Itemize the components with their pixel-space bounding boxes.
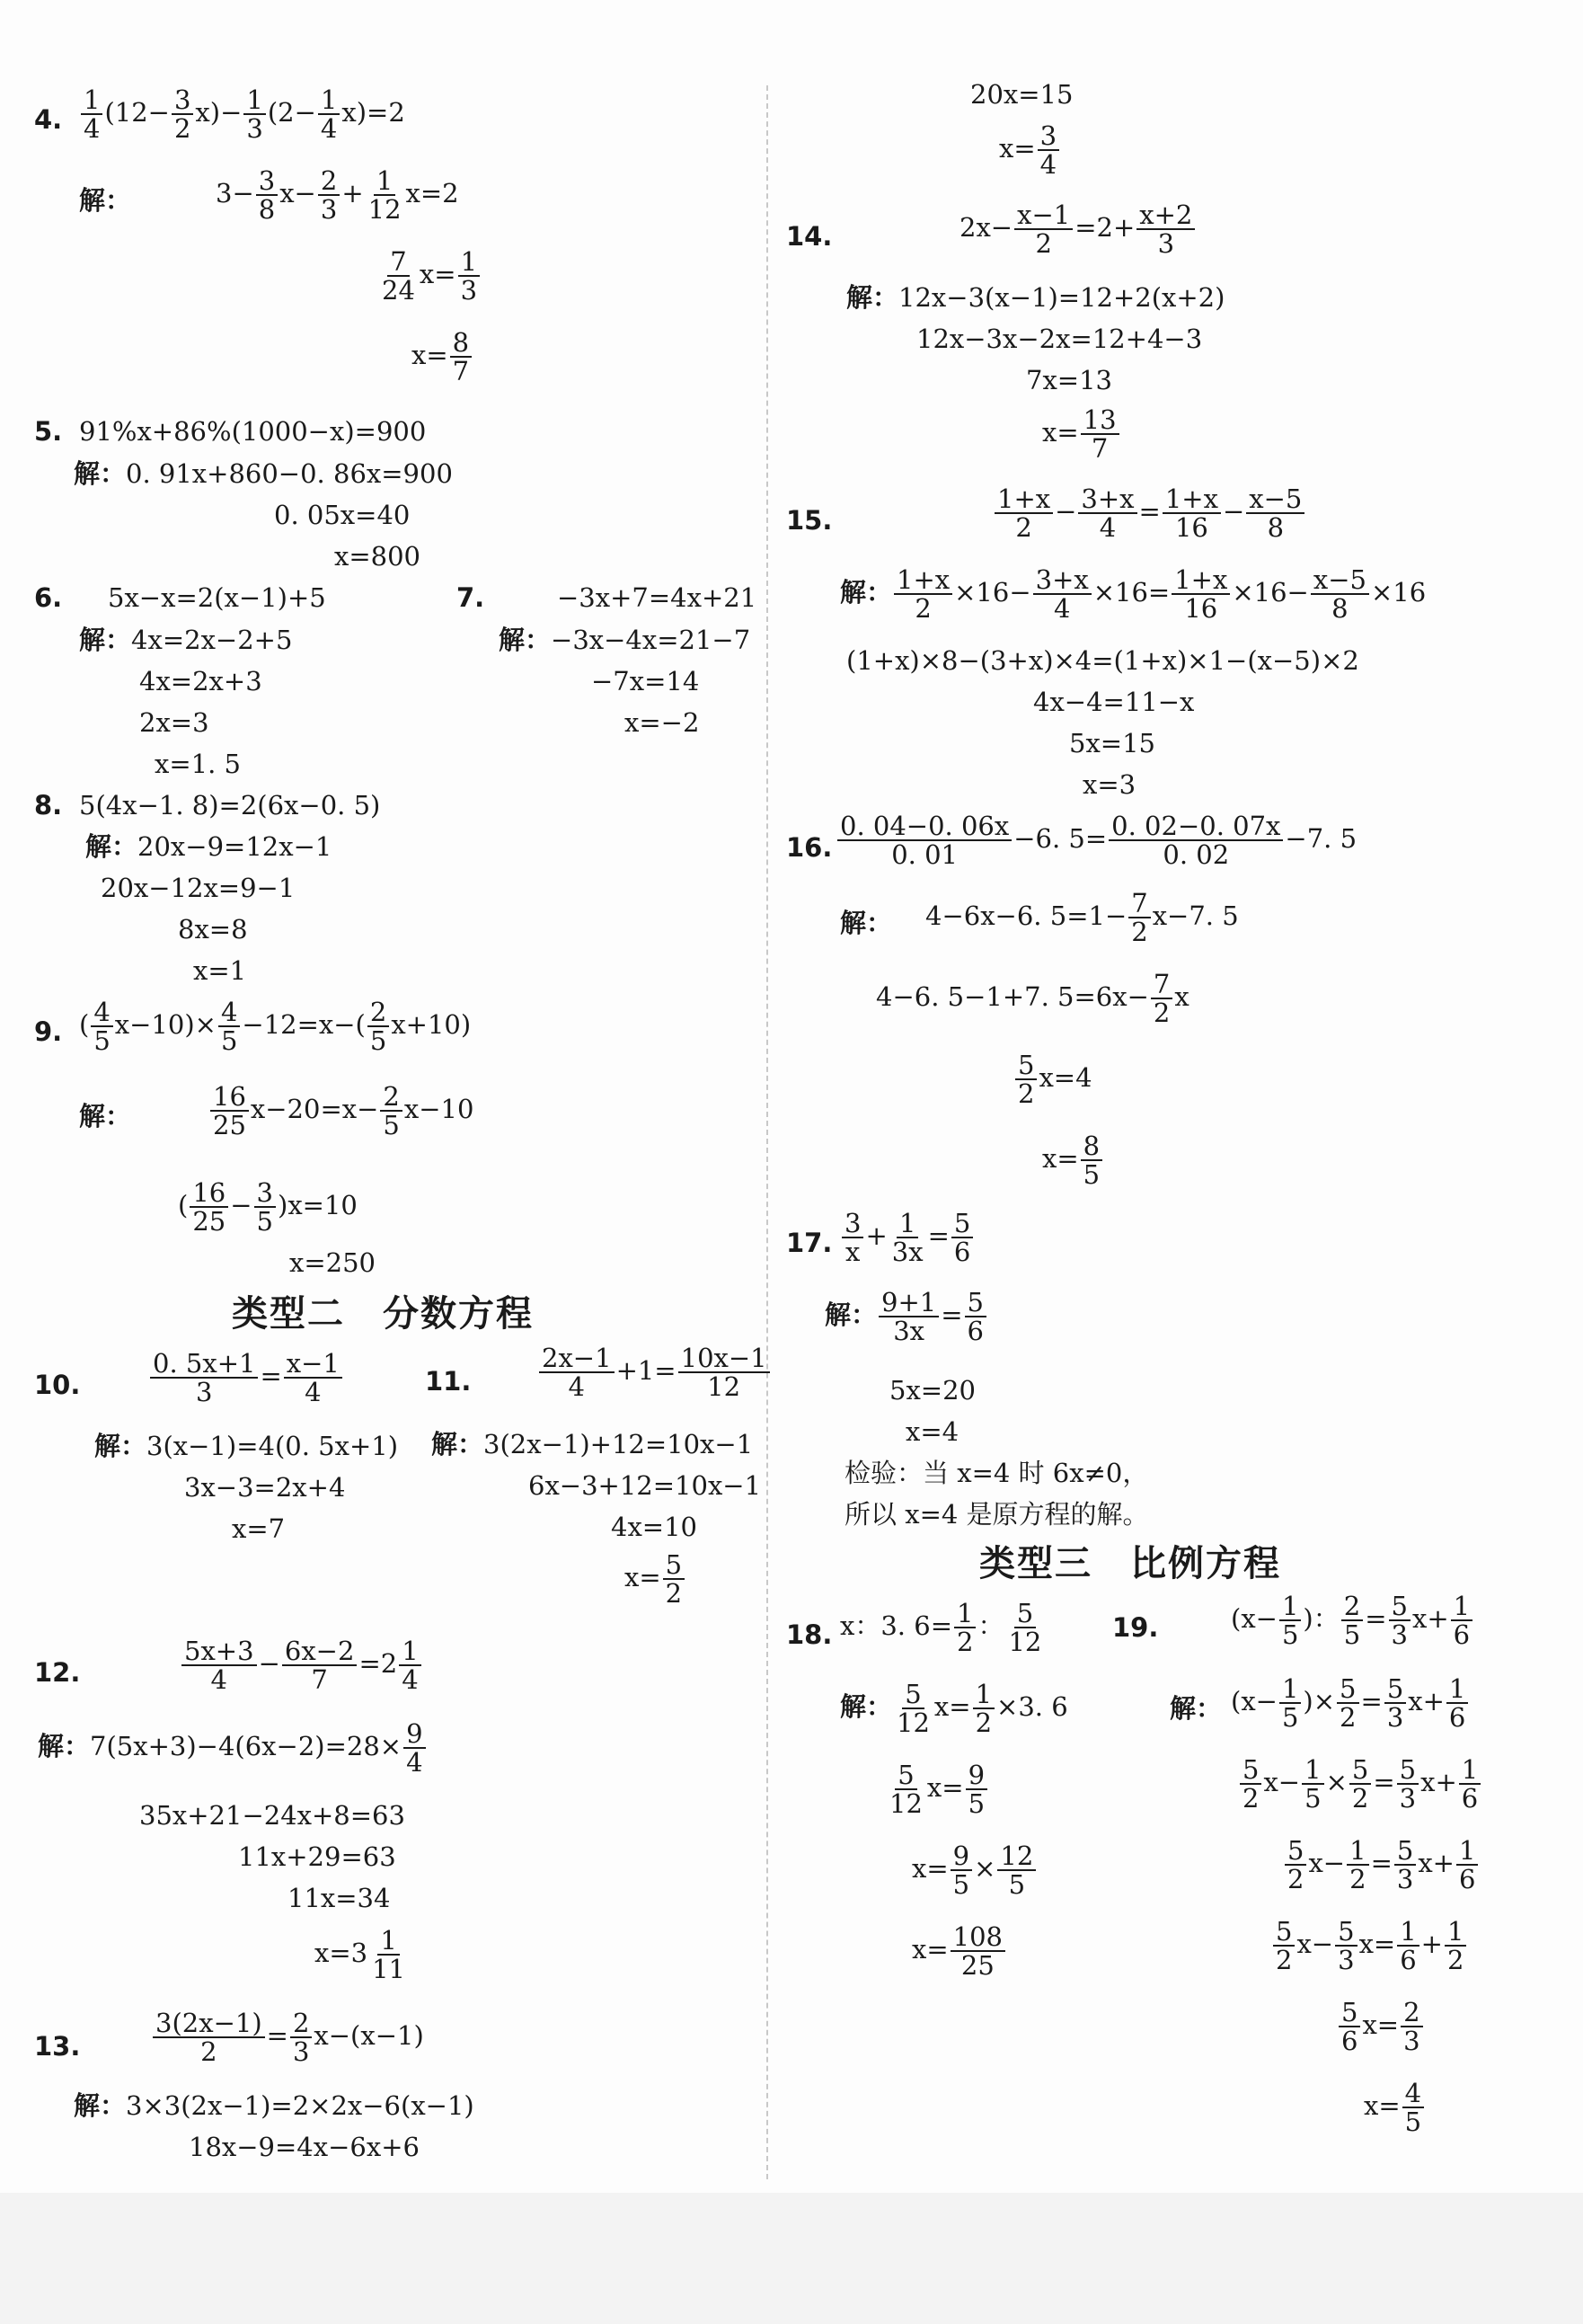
page-bottom-band [0, 2193, 1583, 2324]
problem-7-number: 7. [456, 582, 485, 613]
problem-15-equation: $\frac{1+x}{2}$ − $\frac{3+x}{4}$ = $\frac{1+x}{16}$ − $\frac{x-5}{8}$ [993, 485, 1306, 541]
problem-8-number: 8. [34, 790, 63, 820]
problem-10-equation: $\frac{0. 5x+1}{3}$ = $\frac{x-1}{4}$ [148, 1350, 344, 1406]
problem-14-step-1: 解：12x−3(x−1)=12+2(x+2) [846, 282, 1225, 313]
problem-6-step-3: 2x=3 [139, 707, 209, 738]
problem-9-answer: x=250 [289, 1247, 376, 1278]
problem-5-step-1: 解：0. 91x+860−0. 86x=900 [74, 458, 453, 489]
problem-10-step-2: 3x−3=2x+4 [184, 1472, 346, 1503]
problem-5-equation: 91%x+86%(1000−x)=900 [79, 416, 427, 447]
problem-15-step-1: 解： $\frac{1+x}{2}$ ×16− $\frac{3+x}{4}$ ×16= $\frac{1+x}{16}$ ×16− $\frac{x-5}{8}$ ×16 [840, 564, 1427, 624]
problem-19-equation: (x− $\frac{1}{5}$ )： $\frac{2}{5}$ = $\frac{5}{3}$ x+ $\frac{1}{6}$ [1231, 1592, 1474, 1648]
problem-4-number: 4. [34, 104, 63, 135]
problem-8-step-1: 解：20x−9=12x−1 [85, 831, 332, 862]
problem-16-step-1: 4−6x−6. 5=1− $\frac{7}{2}$ x−7. 5 [925, 888, 1239, 947]
problem-8-answer: x=1 [193, 955, 247, 986]
problem-4-answer: x= $\frac{8}{7}$ [411, 329, 473, 385]
problem-16-step-2: 4−6. 5−1+7. 5=6x− $\frac{7}{2}$ x [876, 969, 1189, 1028]
problem-7-answer: x=−2 [624, 707, 700, 738]
problem-13-answer: x= $\frac{3}{4}$ [999, 122, 1061, 178]
problem-8-step-3: 8x=8 [178, 914, 248, 945]
problem-18-answer: x= $\frac{108}{25}$ [912, 1923, 1007, 1979]
problem-13-step-1: 解：3×3(2x−1)=2×2x−6(x−1) [74, 2090, 474, 2121]
problem-17-equation: $\frac{3}{x}$ + $\frac{1}{3x}$ = $\frac{5}{6}$ [840, 1210, 975, 1265]
problem-7-step-2: −7x=14 [591, 666, 700, 696]
problem-16-solution-label: 解： [840, 908, 893, 938]
problem-17-answer: x=4 [906, 1416, 960, 1447]
problem-9-solution-label: 解： [79, 1101, 132, 1131]
problem-9-step-2: ( $\frac{16}{25}$ − $\frac{3}{5}$ )x=10 [178, 1177, 358, 1237]
problem-14-equation: 2x− $\frac{x-1}{2}$ =2+ $\frac{x+2}{3}$ [960, 201, 1197, 257]
section-3-heading: 类型三 比例方程 [979, 1543, 1281, 1584]
section-2-heading: 类型二 分数方程 [232, 1293, 534, 1335]
problem-10-step-1: 解：3(x−1)=4(0. 5x+1) [94, 1431, 399, 1461]
problem-10-answer: x=7 [232, 1513, 286, 1544]
problem-9-step-1: $\frac{16}{25}$ x−20=x− $\frac{2}{5}$ x−10 [208, 1083, 473, 1139]
problem-16-answer: x= $\frac{8}{5}$ [1042, 1132, 1104, 1188]
problem-6-number: 6. [34, 582, 63, 613]
problem-5-answer: x=800 [334, 541, 421, 572]
problem-11-equation: $\frac{2x-1}{4}$ +1= $\frac{10x-1}{12}$ [537, 1344, 772, 1400]
problem-14-step-3: 7x=13 [1026, 365, 1113, 395]
problem-17-check-1: 检验：当 x=4 时 6x≠0， [845, 1458, 1149, 1488]
problem-12-step-1: 解：7(5x+3)−4(6x−2)=28× $\frac{9}{4}$ [38, 1720, 428, 1776]
problem-16-equation: $\frac{0. 04-0. 06x}{0. 01}$ −6. 5= $\frac{0. 02-0. 07x}{0. 02}$ −7. 5 [836, 812, 1357, 868]
problem-11-answer: x= $\frac{5}{2}$ [624, 1551, 686, 1607]
problem-7-equation: −3x+7=4x+21 [557, 582, 757, 613]
problem-4-solution-label: 解： [79, 185, 132, 216]
problem-6-equation: 5x−x=2(x−1)+5 [108, 582, 326, 613]
problem-12-answer: x=3 $\frac{1}{11}$ [314, 1925, 406, 1984]
column-divider [766, 85, 768, 2179]
problem-18-step-2: $\frac{5}{12}$ x= $\frac{9}{5}$ [885, 1761, 989, 1817]
problem-19-answer: x= $\frac{4}{5}$ [1364, 2080, 1426, 2135]
problem-12-step-3: 11x+29=63 [238, 1841, 396, 1872]
problem-11-number: 11. [425, 1366, 472, 1397]
problem-14-step-2: 12x−3x−2x=12+4−3 [916, 324, 1203, 354]
problem-18-equation: x：3. 6= $\frac{1}{2}$ ： $\frac{5}{12}$ [840, 1598, 1042, 1657]
problem-15-step-3: 4x−4=11−x [1033, 687, 1195, 717]
problem-19-step-1: (x− $\frac{1}{5}$ )× $\frac{5}{2}$ = $\frac{5}{3}$ x+ $\frac{1}{6}$ [1231, 1675, 1470, 1731]
problem-13-equation: $\frac{3(2x-1)}{2}$ = $\frac{2}{3}$ x−(x−1) [151, 2009, 424, 2065]
problem-16-number: 16. [786, 832, 833, 863]
problem-4-step-2: $\frac{7}{24}$ x= $\frac{1}{3}$ [377, 248, 482, 304]
problem-5-step-2: 0. 05x=40 [274, 500, 411, 530]
problem-6-step-1: 解：4x=2x−2+5 [79, 625, 293, 655]
problem-19-solution-label: 解： [1170, 1693, 1223, 1724]
problem-15-answer: x=3 [1083, 769, 1136, 800]
problem-4-equation: $\frac{1}{4}$ (12− $\frac{3}{2}$ x)− $\frac{1}{3}$ (2− $\frac{1}{4}$ x)=2 [79, 86, 405, 142]
problem-8-equation: 5(4x−1. 8)=2(6x−0. 5) [79, 790, 381, 820]
problem-17-step-1: 解： $\frac{9+1}{3x}$ = $\frac{5}{6}$ [825, 1289, 988, 1344]
problem-10-number: 10. [34, 1370, 81, 1400]
problem-12-step-2: 35x+21−24x+8=63 [139, 1800, 405, 1831]
problem-12-equation: $\frac{5x+3}{4}$ − $\frac{6x-2}{7}$ =2 $\frac{1}{4}$ [180, 1637, 423, 1693]
problem-4-step-1: 3− $\frac{3}{8}$ x− $\frac{2}{3}$ + $\frac{1}{12}$ x=2 [216, 165, 459, 225]
problem-8-step-2: 20x−12x=9−1 [101, 873, 296, 903]
problem-19-step-4: $\frac{5}{2}$ x− $\frac{5}{3}$ x= $\frac{1}{6}$ + $\frac{1}{2}$ [1271, 1918, 1468, 1974]
problem-15-number: 15. [786, 505, 833, 536]
problem-17-number: 17. [786, 1228, 833, 1258]
problem-17-check-2: 所以 x=4 是原方程的解。 [845, 1499, 1149, 1530]
problem-12-number: 12. [34, 1657, 81, 1688]
problem-13-step-3: 20x=15 [970, 79, 1074, 110]
problem-19-number: 19. [1112, 1612, 1159, 1643]
problem-7-step-1: 解：−3x−4x=21−7 [499, 625, 751, 655]
problem-19-step-2: $\frac{5}{2}$ x− $\frac{1}{5}$ × $\frac{5}{2}$ = $\frac{5}{3}$ x+ $\frac{1}{6}$ [1238, 1756, 1482, 1812]
problem-6-step-2: 4x=2x+3 [139, 666, 262, 696]
problem-13-number: 13. [34, 2031, 81, 2062]
problem-12-step-4: 11x=34 [287, 1883, 391, 1913]
problem-19-step-3: $\frac{5}{2}$ x− $\frac{1}{2}$ = $\frac{5}{3}$ x+ $\frac{1}{6}$ [1283, 1837, 1480, 1893]
problem-14-answer: x= $\frac{13}{7}$ [1042, 406, 1121, 462]
problem-9-number: 9. [34, 1016, 63, 1047]
problem-5-number: 5. [34, 416, 63, 447]
problem-9-equation: ( $\frac{4}{5}$ x−10)× $\frac{4}{5}$ −12=x−( $\frac{2}{5}$ x+10) [79, 997, 472, 1056]
problem-13-step-2: 18x−9=4x−6x+6 [189, 2132, 420, 2162]
problem-14-number: 14. [786, 221, 833, 252]
problem-19-step-5: $\frac{5}{6}$ x= $\frac{2}{3}$ [1337, 1999, 1425, 2054]
problem-16-step-3: $\frac{5}{2}$ x=4 [1013, 1051, 1092, 1107]
problem-11-step-1: 解：3(2x−1)+12=10x−1 [431, 1429, 754, 1459]
problem-11-step-2: 6x−3+12=10x−1 [528, 1470, 762, 1501]
problem-17-step-2: 5x=20 [889, 1375, 977, 1406]
problem-18-step-1: 解： $\frac{5}{12}$ x= $\frac{1}{2}$ ×3. 6 [840, 1679, 1068, 1738]
problem-15-step-4: 5x=15 [1069, 728, 1156, 758]
problem-11-step-3: 4x=10 [611, 1512, 698, 1542]
problem-18-number: 18. [786, 1619, 833, 1650]
problem-15-step-2: (1+x)×8−(3+x)×4=(1+x)×1−(x−5)×2 [846, 645, 1359, 676]
problem-18-step-3: x= $\frac{9}{5}$ × $\frac{12}{5}$ [912, 1842, 1038, 1898]
problem-6-answer: x=1. 5 [155, 749, 241, 779]
